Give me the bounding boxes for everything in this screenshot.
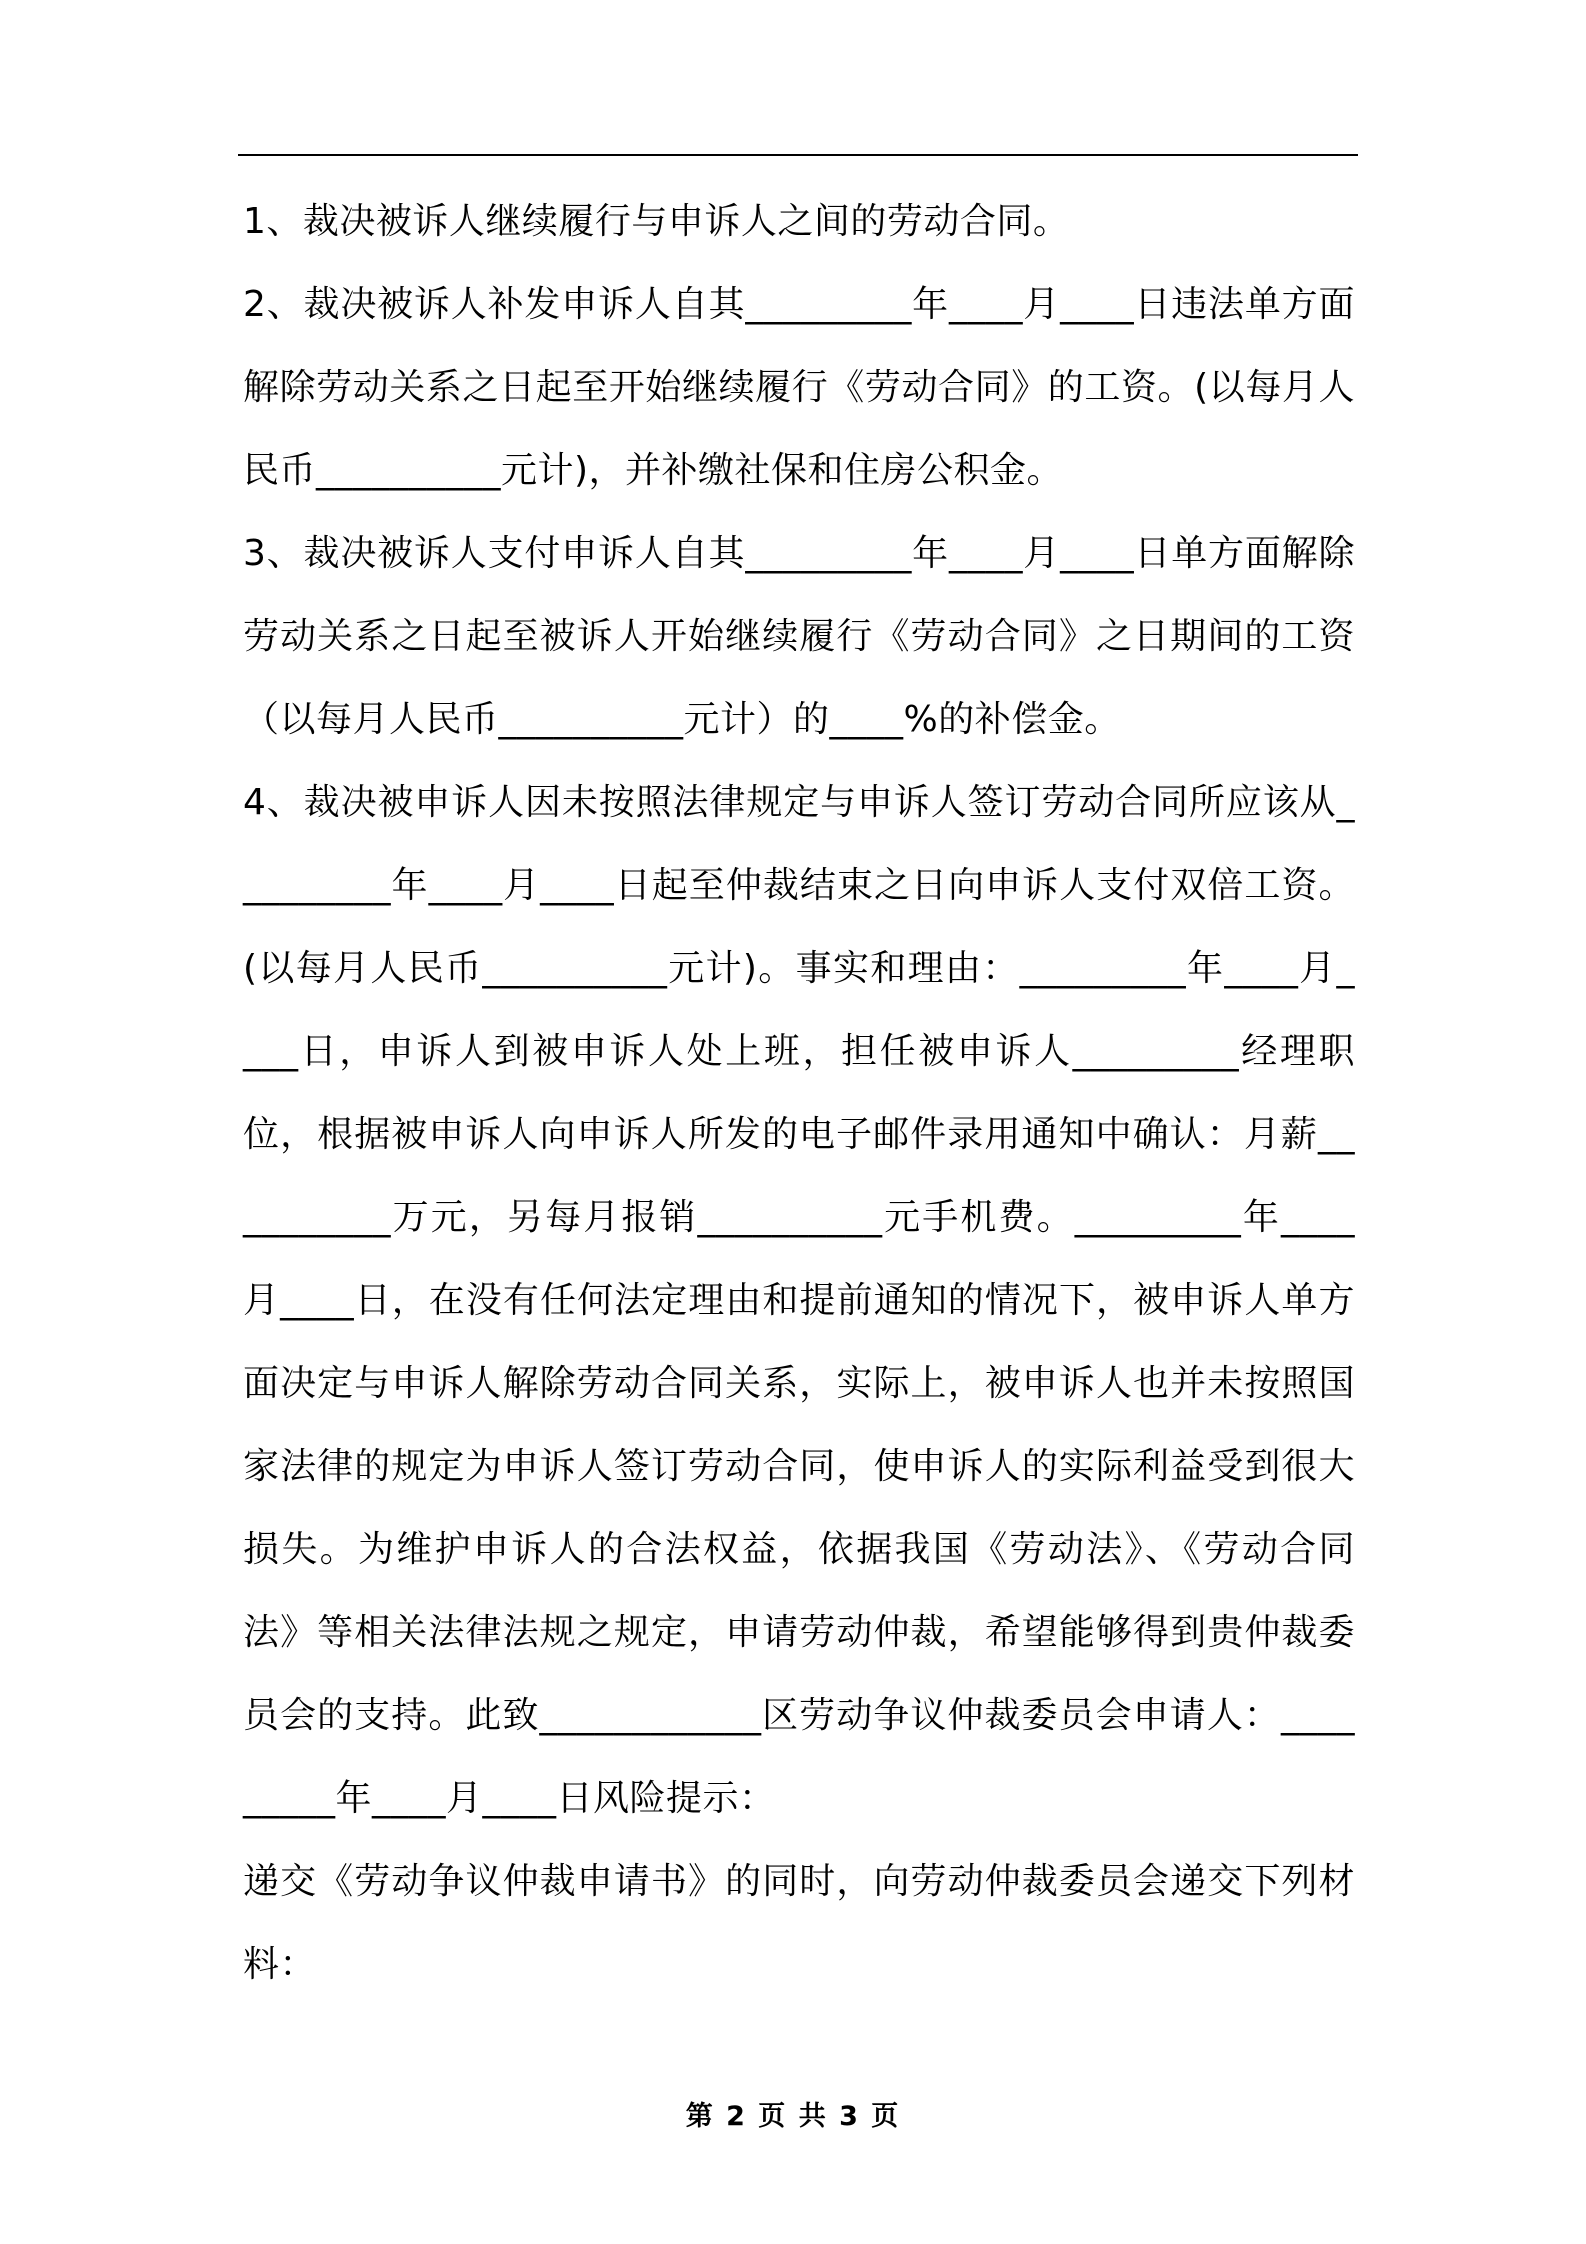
paragraph-materials: 递交《劳动争议仲裁申请书》的同时，向劳动仲裁委员会递交下列材料：: [243, 1861, 1355, 1985]
paragraph-item-3: 3、裁决被诉人支付申诉人自其_________年____月____日单方面解除劳动关系之日起至被诉人开始继续履行《劳动合同》之日期间的工资（以每月人民币__________元计）的____%的补偿金。: [243, 533, 1355, 740]
page-number: 第 2 页 共 3 页: [685, 2101, 901, 2132]
document-body: [243, 180, 1355, 2006]
paragraph-item-2: 2、裁决被诉人补发申诉人自其_________年____月____日违法单方面解除劳动关系之日起至开始继续履行《劳动合同》的工资。(以每月人民币__________元计)，并补缴社保和住房公积金。: [243, 284, 1355, 491]
paragraph-item-1: 1、裁决被诉人继续履行与申诉人之间的劳动合同。: [243, 201, 1070, 242]
header-rule: [238, 154, 1358, 156]
paragraph-item-4: 4、裁决被申诉人因未按照法律规定与申诉人签订劳动合同所应该从_________年____月____日起至仲裁结束之日向申诉人支付双倍工资。(以每月人民币__________元计)。事实和理由：_________年____月____日，申诉人到被申诉人处上班，担任被申诉人_________经理职位，根据被申诉人向申诉人所发的电子邮件录用通知中确认：月薪__________万元，另每月报销__________元手机费。_________年____月____日，在没有任何法定理由和提前通知的情况下，被申诉人单方面决定与申诉人解除劳动合同关系，实际上，被申诉人也并未按照国家法律的规定为申诉人签订劳动合同，使申诉人的实际利益受到很大损失。为维护申诉人的合法权益，依据我国《劳动法》、《劳动合同法》等相关法律法规之规定，申请劳动仲裁，希望能够得到贵仲裁委员会的支持。此致____________区劳动争议仲裁委员会申请人：_________年____月____日风险提示：: [243, 782, 1355, 1819]
